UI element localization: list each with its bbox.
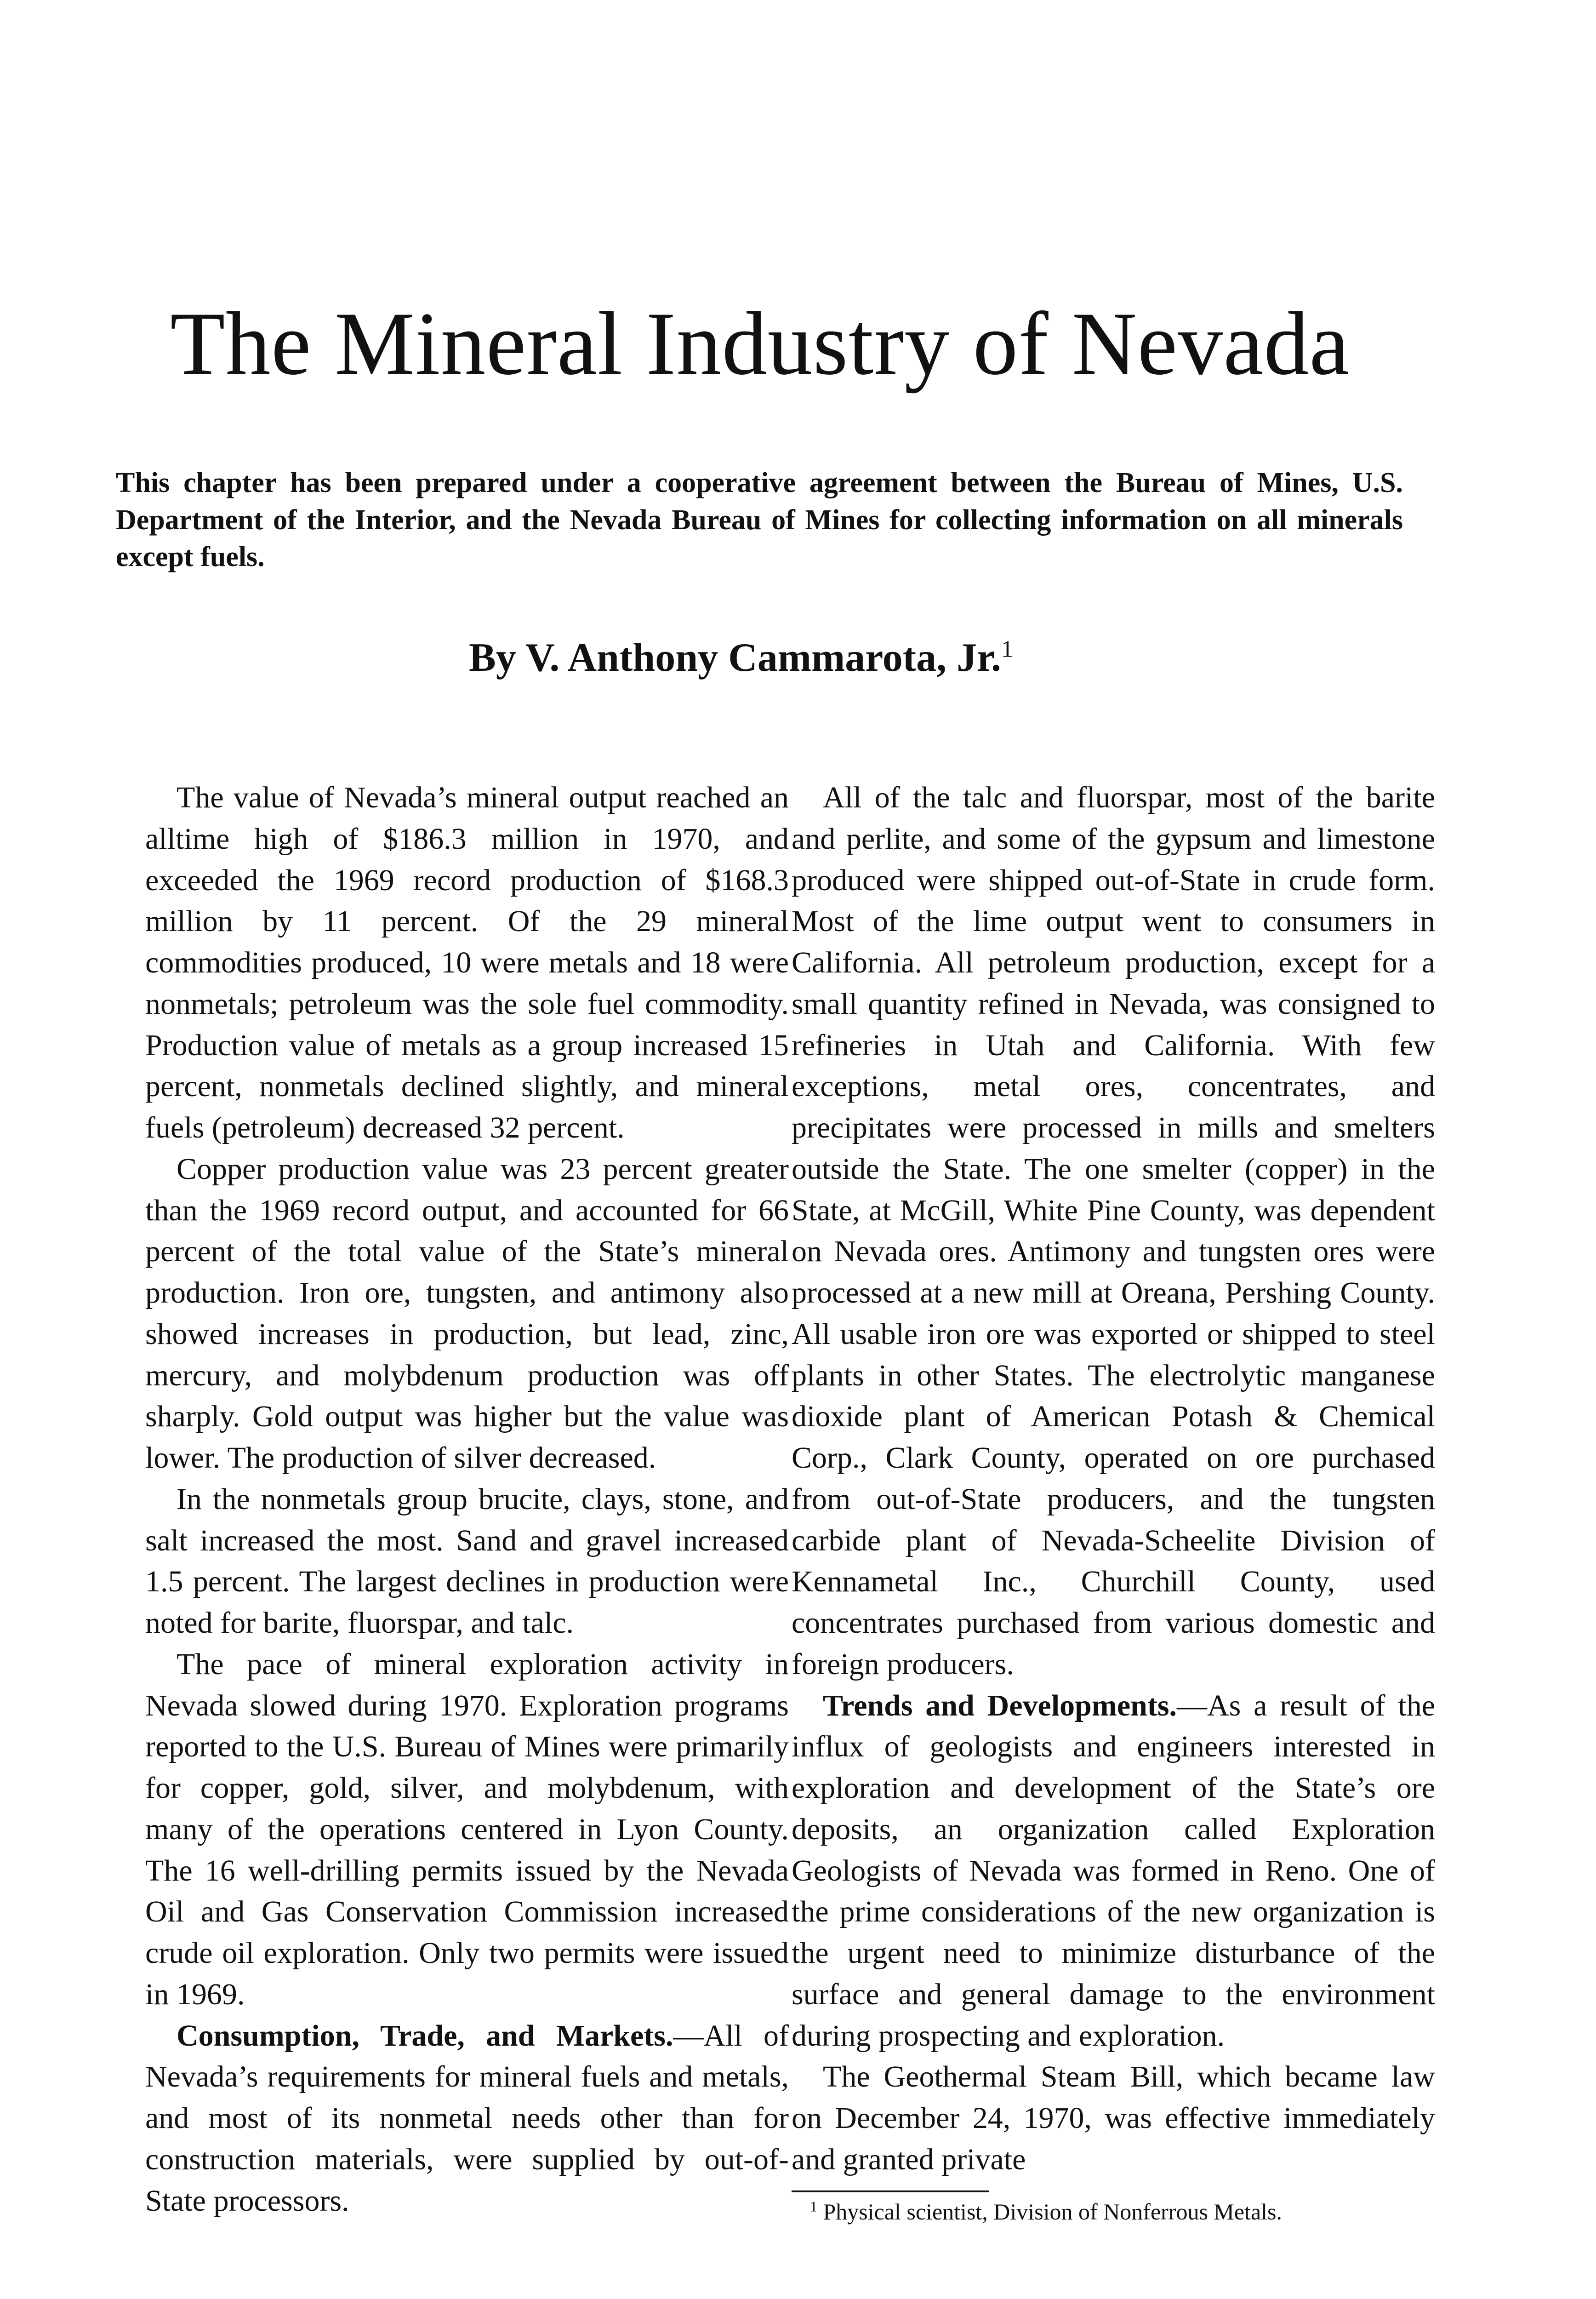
paragraph: All of the talc and fluorspar, most of the barite and perlite, and some of the gypsum and limestone produced were shipped out-of-State in crude form. Most of the lime output went to consumers in California. All petroleum production, except for a small quantity refined in Nevada, was consigned to refineries in Utah and California. With few exceptions, metal ores, concentrates, and precipitates were processed in mills and smelters outside the State. The one smelter (copper) in the State, at McGill, White Pine County, was dependent on Nevada ores. Antimony and tungsten ores were processed at a new mill at Oreana, Pershing County. All usable iron ore was exported or shipped to steel plants in other States. The electrolytic manganese dioxide plant of American Potash & Chemical Corp., Clark County, operated on ore purchased from out-of-State producers, and the tungsten carbide plant of Nevada-Scheelite Division of Kennametal Inc., Churchill County, used concentrates purchased from various domestic and foreign producers. (792, 781, 1435, 1681)
paragraph: The pace of mineral exploration activity in Nevada slowed during 1970. Exploration programs reported to the U.S. Bureau of Mines were primarily for copper, gold, silver, and molybdenum, with many of the operations centered in Lyon County. The 16 well-drilling permits issued by the Nevada Oil and Gas Conservation Commission increased crude oil exploration. Only two permits were issued in 1969. (145, 1647, 789, 2011)
footnote (792, 2197, 1435, 2227)
footnote-divider (792, 2190, 989, 2192)
author-byline (469, 635, 1013, 681)
paragraph (792, 1685, 1435, 2057)
right-column (792, 777, 1435, 2227)
chapter-preface: This chapter has been prepared under a cooperative agreement between the Bureau of Mines, U.S. Department of the Interior, and the Nevada Bureau of Mines for collecting information on all minerals except fuels. (116, 467, 1403, 573)
section-heading: Trends and Developments. (823, 1688, 1177, 1722)
footnote-text: Physical scientist, Division of Nonferrous Metals. (823, 2198, 1282, 2225)
section-heading: Consumption, Trade, and Markets. (177, 2019, 673, 2053)
paragraph: In the nonmetals group brucite, clays, stone, and salt increased the most. Sand and gravel increased 1.5 percent. The largest declines in production were noted for barite, fluorspar, and talc. (145, 1482, 789, 1640)
paragraph: The Geothermal Steam Bill, which became law on December 24, 1970, was effective immediately and granted private (792, 2060, 1435, 2176)
paragraph-body: —As a result of the influx of geologists and engineers interested in exploration and development of the State’s ore deposits, an organization called Exploration Geologists of Nevada was formed in Reno. One of the prime considerations of the new organization is the urgent need to minimize disturbance of the surface and general damage to the environment during prospecting and exploration. (792, 1688, 1435, 2053)
page-title: The Mineral Industry of Nevada (170, 294, 1350, 394)
author-name: By V. Anthony Cammarota, Jr. (469, 635, 1002, 680)
left-column (145, 777, 789, 2221)
paragraph: The value of Nevada’s mineral output reached an alltime high of $186.3 million in 1970, and exceeded the 1969 record production of $168.3 million by 11 percent. Of the 29 mineral commodities produced, 10 were metals and 18 were nonmetals; petroleum was the sole fuel commodity. Production value of metals as a group increased 15 percent, nonmetals declined slightly, and mineral fuels (petroleum) decreased 32 percent. (145, 781, 789, 1144)
paragraph-body: —All of Nevada’s requirements for mineral fuels and metals, and most of its nonmetal needs other than for construction materials, were supplied by out-of-State processors. (145, 2019, 789, 2218)
paragraph (145, 2015, 789, 2222)
footnote-mark: 1 (1001, 636, 1014, 663)
footnote-mark: 1 (810, 2197, 817, 2214)
paragraph: Copper production value was 23 percent greater than the 1969 record output, and accounted for 66 percent of the total value of the State’s mineral production. Iron ore, tungsten, and antimony also showed increases in production, but lead, zinc, mercury, and molybdenum production was off sharply. Gold output was higher but the value was lower. The production of silver decreased. (145, 1152, 789, 1475)
